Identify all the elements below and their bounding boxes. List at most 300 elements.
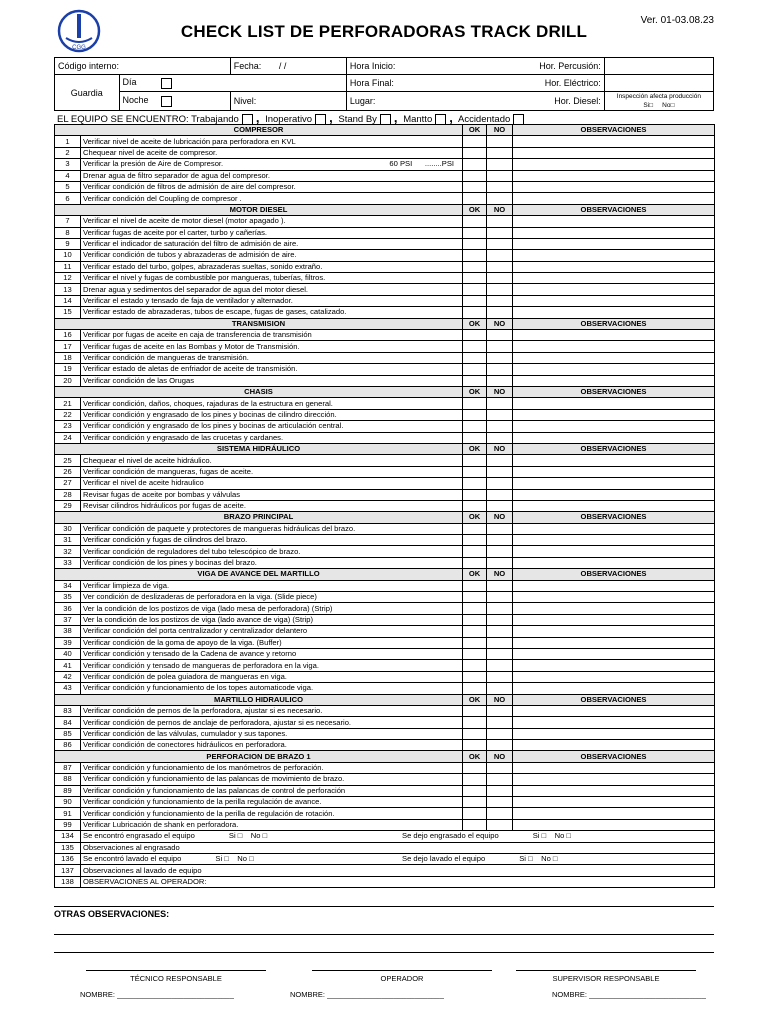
obs-cell[interactable] bbox=[513, 307, 715, 318]
no-cell[interactable] bbox=[487, 797, 513, 808]
no-cell[interactable] bbox=[487, 580, 513, 591]
ok-cell[interactable] bbox=[463, 728, 487, 739]
no-cell[interactable] bbox=[487, 227, 513, 238]
no-cell[interactable] bbox=[487, 626, 513, 637]
obs-cell[interactable] bbox=[513, 216, 715, 227]
nivel-field[interactable]: Nivel: bbox=[230, 92, 346, 111]
table-row bbox=[55, 181, 715, 192]
ok-cell[interactable] bbox=[463, 705, 487, 716]
section-title: CHASIS bbox=[55, 386, 463, 397]
no-cell[interactable] bbox=[487, 455, 513, 466]
table-row bbox=[55, 683, 715, 694]
no-cell[interactable] bbox=[487, 273, 513, 284]
obs-cell[interactable] bbox=[513, 614, 715, 625]
ok-cell[interactable] bbox=[463, 523, 487, 534]
obs-cell[interactable] bbox=[513, 341, 715, 352]
no-cell[interactable] bbox=[487, 181, 513, 192]
obs-cell[interactable] bbox=[513, 740, 715, 751]
no-col-header: NO bbox=[487, 512, 513, 523]
item-text: Ver la condición de los postizos de viga (lado avance de viga) (Strip) bbox=[81, 614, 463, 625]
no-cell[interactable] bbox=[487, 341, 513, 352]
table-row bbox=[55, 409, 715, 420]
ok-cell[interactable] bbox=[463, 626, 487, 637]
item-text[interactable]: Observaciones al lavado de equipo bbox=[81, 865, 715, 876]
nombre-tecnico[interactable]: NOMBRE: ____________________________ bbox=[80, 990, 234, 999]
ok-cell[interactable] bbox=[463, 250, 487, 261]
no-col-header: NO bbox=[487, 386, 513, 397]
no-cell[interactable] bbox=[487, 546, 513, 557]
no-cell[interactable] bbox=[487, 216, 513, 227]
item-number: 20 bbox=[55, 375, 81, 386]
no-cell[interactable] bbox=[487, 261, 513, 272]
item-text: Verificar limpieza de viga. bbox=[81, 580, 463, 591]
obs-cell[interactable] bbox=[513, 136, 715, 147]
ok-col-header: OK bbox=[463, 386, 487, 397]
obs-col-header: OBSERVACIONES bbox=[513, 386, 715, 397]
table-row bbox=[55, 216, 715, 227]
no-cell[interactable] bbox=[487, 147, 513, 158]
item-number: 3 bbox=[55, 159, 81, 170]
item-text: Chequear el nivel de aceite hidráulico. bbox=[81, 455, 463, 466]
obs-cell[interactable] bbox=[513, 785, 715, 796]
ok-cell[interactable] bbox=[463, 637, 487, 648]
item-text: Verificar condición y funcionamiento de las palancas de control de perforación bbox=[81, 785, 463, 796]
inspeccion-box[interactable]: Inspección afecta producción Si□ No□ bbox=[604, 92, 713, 111]
ok-cell[interactable] bbox=[463, 261, 487, 272]
section-header bbox=[55, 512, 715, 523]
obs-cell[interactable] bbox=[513, 580, 715, 591]
obs-cell[interactable] bbox=[513, 603, 715, 614]
item-text: Verificar condición de mangueras, fugas de aceite. bbox=[81, 466, 463, 477]
section-header bbox=[55, 694, 715, 705]
no-cell[interactable] bbox=[487, 432, 513, 443]
ok-cell[interactable] bbox=[463, 603, 487, 614]
ok-cell[interactable] bbox=[463, 193, 487, 204]
obs-cell[interactable] bbox=[513, 261, 715, 272]
noche-option[interactable]: Noche bbox=[119, 92, 230, 111]
ok-cell[interactable] bbox=[463, 500, 487, 511]
ok-col-header: OK bbox=[463, 751, 487, 762]
table-row bbox=[55, 580, 715, 591]
item-text: Verificar condición de filtros de admisión de aire del compresor. bbox=[81, 181, 463, 192]
table-row bbox=[55, 364, 715, 375]
extra-row bbox=[55, 876, 715, 887]
fecha-field[interactable]: Fecha: / / bbox=[230, 58, 346, 75]
ok-cell[interactable] bbox=[463, 660, 487, 671]
obs-col-header: OBSERVACIONES bbox=[513, 125, 715, 136]
ok-cell[interactable] bbox=[463, 740, 487, 751]
ok-cell[interactable] bbox=[463, 273, 487, 284]
obs-cell[interactable] bbox=[513, 557, 715, 568]
ok-cell[interactable] bbox=[463, 592, 487, 603]
obs-cell[interactable] bbox=[513, 375, 715, 386]
item-text: Chequear nivel de aceite de compresor. bbox=[81, 147, 463, 158]
table-row bbox=[55, 159, 715, 170]
item-number: 87 bbox=[55, 762, 81, 773]
obs-cell[interactable] bbox=[513, 181, 715, 192]
ok-cell[interactable] bbox=[463, 432, 487, 443]
ok-cell[interactable] bbox=[463, 159, 487, 170]
obs-cell[interactable] bbox=[513, 660, 715, 671]
no-cell[interactable] bbox=[487, 592, 513, 603]
ok-col-header: OK bbox=[463, 125, 487, 136]
no-cell[interactable] bbox=[487, 762, 513, 773]
equipment-status-row: EL EQUIPO SE ENCUENTRO: Trabajando , Inoperativo , Stand By , Mantto , Accidentado bbox=[57, 110, 524, 125]
nombre-supervisor[interactable]: NOMBRE: ____________________________ bbox=[552, 990, 706, 999]
header-fields-table bbox=[54, 57, 714, 111]
item-text[interactable]: Observaciones al engrasado bbox=[81, 842, 715, 853]
no-cell[interactable] bbox=[487, 500, 513, 511]
ok-cell[interactable] bbox=[463, 819, 487, 830]
ok-cell[interactable] bbox=[463, 466, 487, 477]
item-text: Verificar condición de pernos de anclaje de perforadora, ajustar si es necesario. bbox=[81, 717, 463, 728]
ok-cell[interactable] bbox=[463, 546, 487, 557]
item-number: 2 bbox=[55, 147, 81, 158]
table-row bbox=[55, 250, 715, 261]
ok-cell[interactable] bbox=[463, 580, 487, 591]
obs-cell[interactable] bbox=[513, 352, 715, 363]
section-header bbox=[55, 386, 715, 397]
ok-cell[interactable] bbox=[463, 216, 487, 227]
item-number: 6 bbox=[55, 193, 81, 204]
table-row bbox=[55, 307, 715, 318]
no-cell[interactable] bbox=[487, 535, 513, 546]
obs-cell[interactable] bbox=[513, 478, 715, 489]
no-cell[interactable] bbox=[487, 683, 513, 694]
no-cell[interactable] bbox=[487, 466, 513, 477]
section-header bbox=[55, 443, 715, 454]
no-cell[interactable] bbox=[487, 785, 513, 796]
obs-cell[interactable] bbox=[513, 705, 715, 716]
obs-cell[interactable] bbox=[513, 330, 715, 341]
item-number: 99 bbox=[55, 819, 81, 830]
item-number: 84 bbox=[55, 717, 81, 728]
item-text: Verificar por fugas de aceite en caja de transferencia de transmisión bbox=[81, 330, 463, 341]
no-cell[interactable] bbox=[487, 740, 513, 751]
no-cell[interactable] bbox=[487, 238, 513, 249]
ok-cell[interactable] bbox=[463, 227, 487, 238]
ok-cell[interactable] bbox=[463, 295, 487, 306]
item-text: Verificar Lubricación de shank en perforadora. bbox=[81, 819, 463, 830]
pressure-psi: 60 PSI ........PSI bbox=[389, 159, 455, 169]
obs-cell[interactable] bbox=[513, 432, 715, 443]
obs-col-header: OBSERVACIONES bbox=[513, 751, 715, 762]
table-row bbox=[55, 466, 715, 477]
no-cell[interactable] bbox=[487, 705, 513, 716]
obs-cell[interactable] bbox=[513, 409, 715, 420]
item-number: 39 bbox=[55, 637, 81, 648]
no-cell[interactable] bbox=[487, 421, 513, 432]
item-number: 88 bbox=[55, 774, 81, 785]
item-number: 33 bbox=[55, 557, 81, 568]
no-cell[interactable] bbox=[487, 523, 513, 534]
table-row bbox=[55, 614, 715, 625]
table-row bbox=[55, 147, 715, 158]
hora-inicio-field[interactable]: Hora Inicio: Hor. Percusión: bbox=[346, 58, 604, 75]
item-text: Verificar condición de reguladores del tubo telescópico de brazo. bbox=[81, 546, 463, 557]
signature-supervisor[interactable]: SUPERVISOR RESPONSABLE bbox=[516, 970, 696, 983]
no-cell[interactable] bbox=[487, 136, 513, 147]
no-cell[interactable] bbox=[487, 307, 513, 318]
item-text: Verificar condición de paquete y protectores de mangueras hidráulicas del brazo. bbox=[81, 523, 463, 534]
item-text: Verificar el nivel y fugas de combustible por mangueras, tuberías, filtros. bbox=[81, 273, 463, 284]
lugar-field[interactable]: Lugar: Hor. Diesel: bbox=[346, 92, 604, 111]
item-text: Verificar condición del Coupling de compresor . bbox=[81, 193, 463, 204]
obs-cell[interactable] bbox=[513, 819, 715, 830]
hor-percusion-value[interactable] bbox=[604, 58, 713, 75]
item-number: 135 bbox=[55, 842, 81, 853]
obs-cell[interactable] bbox=[513, 523, 715, 534]
obs-cell[interactable] bbox=[513, 717, 715, 728]
noche-checkbox[interactable] bbox=[161, 96, 172, 107]
item-text: Verificar condición de las válvulas, cumulador y sus tapones. bbox=[81, 728, 463, 739]
item-number: 31 bbox=[55, 535, 81, 546]
ok-cell[interactable] bbox=[463, 147, 487, 158]
ok-cell[interactable] bbox=[463, 398, 487, 409]
no-cell[interactable] bbox=[487, 330, 513, 341]
obs-cell[interactable] bbox=[513, 728, 715, 739]
item-number: 40 bbox=[55, 648, 81, 659]
no-cell[interactable] bbox=[487, 774, 513, 785]
obs-cell[interactable] bbox=[513, 238, 715, 249]
item-number: 32 bbox=[55, 546, 81, 557]
no-cell[interactable] bbox=[487, 398, 513, 409]
obs-cell[interactable] bbox=[513, 455, 715, 466]
obs-cell[interactable] bbox=[513, 364, 715, 375]
ok-cell[interactable] bbox=[463, 455, 487, 466]
obs-cell[interactable] bbox=[513, 671, 715, 682]
ok-cell[interactable] bbox=[463, 489, 487, 500]
obs-cell[interactable] bbox=[513, 284, 715, 295]
ok-cell[interactable] bbox=[463, 364, 487, 375]
table-row bbox=[55, 626, 715, 637]
hora-final-field[interactable]: Hora Final: Hor. Eléctrico: bbox=[346, 75, 604, 92]
item-number: 7 bbox=[55, 216, 81, 227]
item-number: 30 bbox=[55, 523, 81, 534]
ok-cell[interactable] bbox=[463, 409, 487, 420]
obs-cell[interactable] bbox=[513, 227, 715, 238]
item-text: Verificar condición de conectores hidráulicos en perforadora. bbox=[81, 740, 463, 751]
section-title: MARTILLO HIDRAULICO bbox=[55, 694, 463, 705]
obs-cell[interactable] bbox=[513, 762, 715, 773]
no-cell[interactable] bbox=[487, 409, 513, 420]
obs-cell[interactable] bbox=[513, 466, 715, 477]
ok-cell[interactable] bbox=[463, 478, 487, 489]
no-col-header: NO bbox=[487, 569, 513, 580]
ok-cell[interactable] bbox=[463, 683, 487, 694]
obs-cell[interactable] bbox=[513, 147, 715, 158]
no-cell[interactable] bbox=[487, 614, 513, 625]
dia-checkbox[interactable] bbox=[161, 78, 172, 89]
no-cell[interactable] bbox=[487, 284, 513, 295]
obs-cell[interactable] bbox=[513, 421, 715, 432]
svg-text:CGG: CGG bbox=[72, 45, 86, 51]
table-row bbox=[55, 500, 715, 511]
item-text: Verificar condición del porta centralizador y centralizador delantero bbox=[81, 626, 463, 637]
checklist-table bbox=[54, 124, 715, 888]
item-text: Verificar condición y tensado de la Cadena de avance y retorno bbox=[81, 648, 463, 659]
obs-cell[interactable] bbox=[513, 193, 715, 204]
ok-cell[interactable] bbox=[463, 614, 487, 625]
item-text: Verificar el indicador de saturación del filtro de admisión de aire. bbox=[81, 238, 463, 249]
obs-cell[interactable] bbox=[513, 398, 715, 409]
item-number: 25 bbox=[55, 455, 81, 466]
no-col-header: NO bbox=[487, 694, 513, 705]
obs-line-1[interactable] bbox=[54, 934, 714, 935]
hor-electrico-value[interactable] bbox=[604, 75, 713, 92]
item-text[interactable]: OBSERVACIONES AL OPERADOR: bbox=[81, 876, 715, 887]
obs-cell[interactable] bbox=[513, 637, 715, 648]
section-title: TRANSMISION bbox=[55, 318, 463, 329]
no-cell[interactable] bbox=[487, 250, 513, 261]
ok-cell[interactable] bbox=[463, 307, 487, 318]
ok-cell[interactable] bbox=[463, 535, 487, 546]
ok-cell[interactable] bbox=[463, 808, 487, 819]
ok-cell[interactable] bbox=[463, 330, 487, 341]
ok-cell[interactable] bbox=[463, 238, 487, 249]
obs-cell[interactable] bbox=[513, 295, 715, 306]
table-row bbox=[55, 136, 715, 147]
table-row bbox=[55, 648, 715, 659]
table-row bbox=[55, 797, 715, 808]
table-row bbox=[55, 295, 715, 306]
item-text: Verificar condición, daños, choques, rajaduras de la estructura en general. bbox=[81, 398, 463, 409]
no-cell[interactable] bbox=[487, 557, 513, 568]
section-header bbox=[55, 318, 715, 329]
no-cell[interactable] bbox=[487, 671, 513, 682]
no-cell[interactable] bbox=[487, 637, 513, 648]
no-cell[interactable] bbox=[487, 717, 513, 728]
table-row bbox=[55, 455, 715, 466]
item-text: Verificar nivel de aceite de lubricación para perforadora en KVL bbox=[81, 136, 463, 147]
obs-cell[interactable] bbox=[513, 648, 715, 659]
ok-cell[interactable] bbox=[463, 648, 487, 659]
ok-cell[interactable] bbox=[463, 797, 487, 808]
section-header bbox=[55, 204, 715, 215]
no-cell[interactable] bbox=[487, 819, 513, 830]
item-text: Verificar condición y funcionamiento de la perilla de regulación de rotación. bbox=[81, 808, 463, 819]
page-title: CHECK LIST DE PERFORADORAS TRACK DRILL bbox=[180, 22, 588, 41]
item-number: 8 bbox=[55, 227, 81, 238]
signature-operador[interactable]: OPERADOR bbox=[312, 970, 492, 983]
item-number: 28 bbox=[55, 489, 81, 500]
item-text: Verificar condición y engrasado de los pines y bocinas de cilindro dirección. bbox=[81, 409, 463, 420]
no-col-header: NO bbox=[487, 125, 513, 136]
obs-cell[interactable] bbox=[513, 797, 715, 808]
ok-cell[interactable] bbox=[463, 284, 487, 295]
item-number: 26 bbox=[55, 466, 81, 477]
codigo-interno-field[interactable]: Código interno: bbox=[55, 58, 231, 75]
ok-cell[interactable] bbox=[463, 774, 487, 785]
ok-cell[interactable] bbox=[463, 341, 487, 352]
item-number: 15 bbox=[55, 307, 81, 318]
ok-cell[interactable] bbox=[463, 421, 487, 432]
no-cell[interactable] bbox=[487, 808, 513, 819]
item-number: 12 bbox=[55, 273, 81, 284]
obs-cell[interactable] bbox=[513, 170, 715, 181]
ok-cell[interactable] bbox=[463, 136, 487, 147]
item-number: 85 bbox=[55, 728, 81, 739]
table-row bbox=[55, 341, 715, 352]
extra-row bbox=[55, 842, 715, 853]
obs-cell[interactable] bbox=[513, 159, 715, 170]
section-header bbox=[55, 125, 715, 136]
no-cell[interactable] bbox=[487, 728, 513, 739]
obs-cell[interactable] bbox=[513, 592, 715, 603]
item-number: 42 bbox=[55, 671, 81, 682]
obs-cell[interactable] bbox=[513, 250, 715, 261]
item-text: Verificar condición de polea guiadora de mangueras en viga. bbox=[81, 671, 463, 682]
table-row bbox=[55, 398, 715, 409]
ok-cell[interactable] bbox=[463, 671, 487, 682]
ok-cell[interactable] bbox=[463, 717, 487, 728]
section-title: BRAZO PRINCIPAL bbox=[55, 512, 463, 523]
ok-cell[interactable] bbox=[463, 375, 487, 386]
no-cell[interactable] bbox=[487, 489, 513, 500]
obs-line-2[interactable] bbox=[54, 952, 714, 953]
obs-cell[interactable] bbox=[513, 683, 715, 694]
item-number: 36 bbox=[55, 603, 81, 614]
table-row bbox=[55, 238, 715, 249]
item-text: Verificar estado de abrazaderas, tubos de escape, fugas de gases, catalizado. bbox=[81, 307, 463, 318]
nombre-operador[interactable]: NOMBRE: ____________________________ bbox=[290, 990, 444, 999]
item-text: Verificar condición de las Orugas bbox=[81, 375, 463, 386]
obs-cell[interactable] bbox=[513, 489, 715, 500]
item-text: Verificar condición de los pines y bocinas del brazo. bbox=[81, 557, 463, 568]
ok-cell[interactable] bbox=[463, 181, 487, 192]
obs-cell[interactable] bbox=[513, 546, 715, 557]
no-cell[interactable] bbox=[487, 364, 513, 375]
obs-cell[interactable] bbox=[513, 808, 715, 819]
no-cell[interactable] bbox=[487, 603, 513, 614]
item-number: 90 bbox=[55, 797, 81, 808]
no-cell[interactable] bbox=[487, 352, 513, 363]
guardia-label: Guardia bbox=[55, 75, 120, 111]
item-number: 1 bbox=[55, 136, 81, 147]
item-text: Drenar agua de filtro separador de agua del compresor. bbox=[81, 170, 463, 181]
item-number: 38 bbox=[55, 626, 81, 637]
table-row bbox=[55, 808, 715, 819]
item-number: 4 bbox=[55, 170, 81, 181]
dia-option[interactable]: Día bbox=[119, 75, 230, 92]
item-text: Ver la condición de los postizos de viga (lado mesa de perforadora) (Strip) bbox=[81, 603, 463, 614]
item-number: 35 bbox=[55, 592, 81, 603]
no-cell[interactable] bbox=[487, 478, 513, 489]
no-cell[interactable] bbox=[487, 375, 513, 386]
ok-cell[interactable] bbox=[463, 352, 487, 363]
no-cell[interactable] bbox=[487, 295, 513, 306]
table-row bbox=[55, 489, 715, 500]
obs-cell[interactable] bbox=[513, 774, 715, 785]
obs-cell[interactable] bbox=[513, 273, 715, 284]
no-cell[interactable] bbox=[487, 159, 513, 170]
ok-cell[interactable] bbox=[463, 762, 487, 773]
item-number: 29 bbox=[55, 500, 81, 511]
obs-cell[interactable] bbox=[513, 626, 715, 637]
ok-cell[interactable] bbox=[463, 170, 487, 181]
no-cell[interactable] bbox=[487, 193, 513, 204]
ok-cell[interactable] bbox=[463, 557, 487, 568]
signature-tecnico[interactable]: TÉCNICO RESPONSABLE bbox=[86, 970, 266, 983]
no-cell[interactable] bbox=[487, 648, 513, 659]
item-text: Revisar fugas de aceite por bombas y válvulas bbox=[81, 489, 463, 500]
no-cell[interactable] bbox=[487, 170, 513, 181]
ok-cell[interactable] bbox=[463, 785, 487, 796]
table-row bbox=[55, 717, 715, 728]
obs-cell[interactable] bbox=[513, 535, 715, 546]
obs-cell[interactable] bbox=[513, 500, 715, 511]
no-cell[interactable] bbox=[487, 660, 513, 671]
